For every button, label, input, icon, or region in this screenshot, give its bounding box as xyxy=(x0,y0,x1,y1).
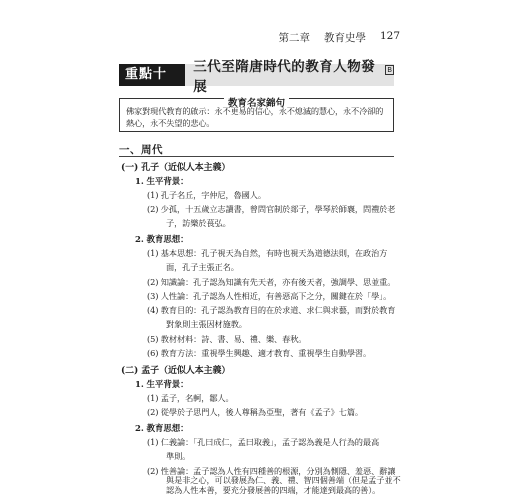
confucius-thought-2: (2) 知識論：孔子認為知識有先天者，亦有後天者，強調學、思並重。 xyxy=(147,277,396,287)
mencius-bio-2: (2) 從學於子思門人，後人尊稱為亞聖，著有《孟子》七篇。 xyxy=(147,407,363,417)
confucius-thought-4: (4) 教育目的：孔子認為教育目的在於求道、求仁與求藝，而對於教育 xyxy=(147,305,396,315)
quote-box-title: 教育名家錦句 xyxy=(224,98,289,109)
mencius-thought-2: (2) 性善論：孟子認為人性有四種善的根源，分別為惻隱、羞惡、辭讓 xyxy=(147,466,396,476)
confucius-bio-1: (1) 孔子名丘，字仲尼，魯國人。 xyxy=(147,190,266,200)
section-title: 三代至隋唐時代的教育人物發展 xyxy=(193,59,376,95)
heading-rule xyxy=(119,156,394,157)
quote-box xyxy=(119,98,394,132)
mencius-bio-heading: 1. 生平背景： xyxy=(135,380,189,390)
chapter-label: 第二章 xyxy=(278,32,310,44)
mencius-thought-1-cont: 準則。 xyxy=(166,451,191,461)
confucius-bio-2: (2) 少孤，十五歲立志讀書，曾問官制於郯子，學琴於師襄，問禮於老 xyxy=(147,204,396,214)
confucius-thought-1-cont: 面，孔子主張正名。 xyxy=(166,262,239,272)
confucius-thought-3: (3) 人性論：孔子認為人性相近，有善惡高下之分，關鍵在於「學」。 xyxy=(147,291,392,301)
section-tag: 重點十三 xyxy=(119,64,185,86)
running-header xyxy=(98,30,400,45)
confucius-thought-1: (1) 基本思想：孔子視天為自然，有時也視天為道德法則，在政治方 xyxy=(147,248,388,258)
mencius-thought-2-cont: 與是非之心，可以發展為仁、義、禮、智四個善端（但是孟子並不 xyxy=(166,475,401,485)
mencius-heading: (二) 孟子（近似人本主義） xyxy=(121,366,231,376)
confucius-bio-2-cont: 子，訪樂於萇弘。 xyxy=(166,218,231,228)
mencius-bio-1: (1) 孟子，名軻，鄒人。 xyxy=(147,393,234,403)
page-number: 127 xyxy=(379,30,400,42)
mencius-thought-1: (1) 仁義論：「孔曰成仁，孟曰取義」，孟子認為義是人行為的最高 xyxy=(147,437,380,447)
confucius-heading: (一) 孔子（近似人本主義） xyxy=(121,163,231,173)
quote-text: 佛家對現代教育的啟示：永不更易的信心，永不熄滅的慧心，永不冷卻的熱心，永不失望的悲心。 xyxy=(126,106,384,128)
confucius-bio-heading: 1. 生平背景： xyxy=(135,177,189,187)
period-heading: 一、周代 xyxy=(119,144,163,156)
mencius-thought-heading: 2. 教育思想： xyxy=(135,424,189,434)
mencius-thought-2-cont-2: 認為人性本善，要充分發展善的四端，才能達到最高的善）。 xyxy=(166,485,381,495)
section-mark: B xyxy=(387,66,392,74)
confucius-thought-6: (6) 教育方法：重視學生興趣、適才教育、重視學生自動學習。 xyxy=(147,348,372,358)
confucius-thought-4-cont: 對象則主張因材施教。 xyxy=(166,319,247,329)
confucius-thought-5: (5) 教材材料：詩、書、易、禮、樂、春秋。 xyxy=(147,334,307,344)
subject-label: 教育史學 xyxy=(323,32,366,44)
confucius-thought-heading: 2. 教育思想： xyxy=(135,235,189,245)
